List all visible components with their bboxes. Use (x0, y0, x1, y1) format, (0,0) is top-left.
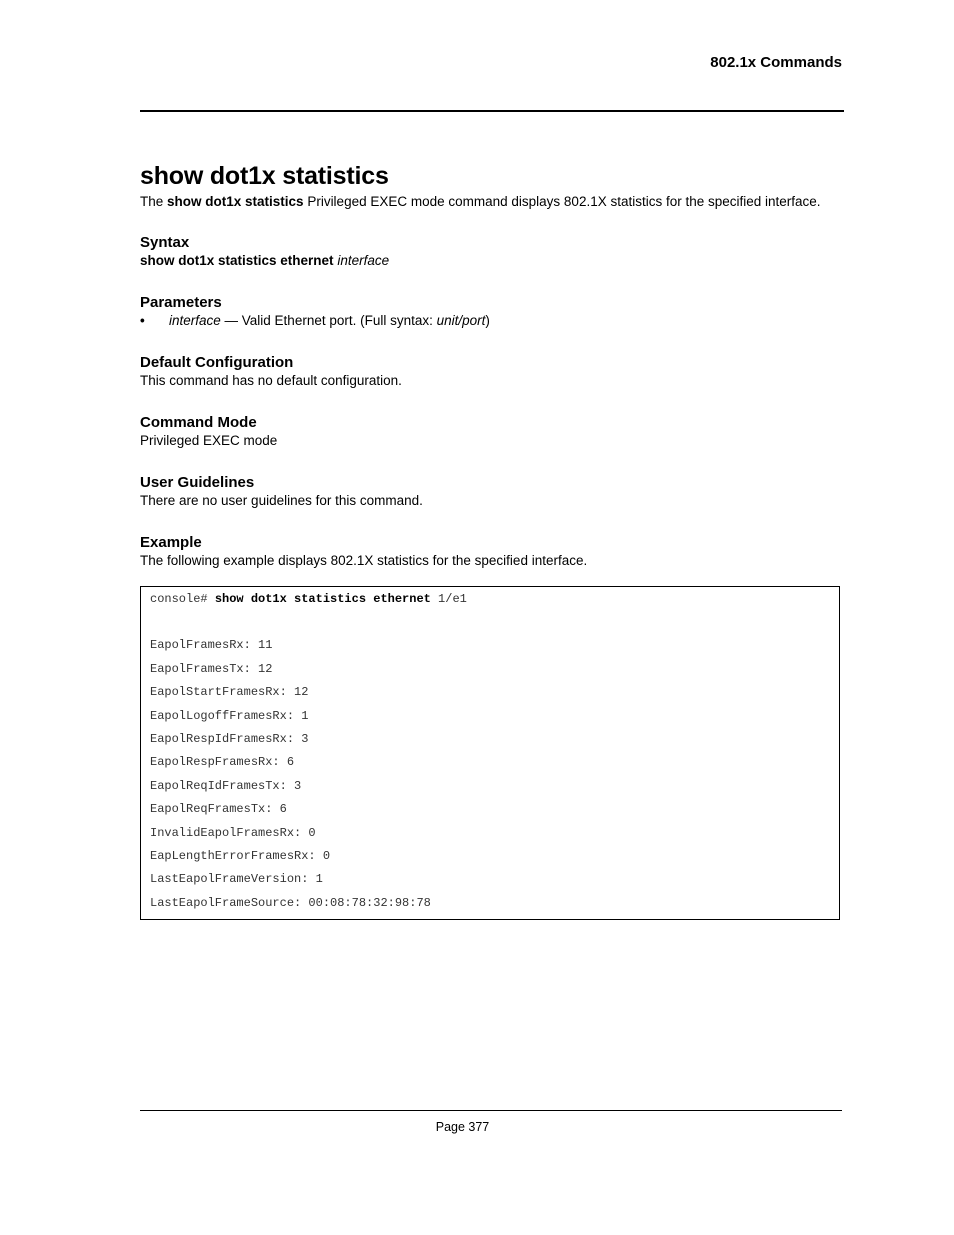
command-mode-heading: Command Mode (140, 414, 257, 431)
intro-pre: The (140, 194, 168, 209)
intro-command: show dot1x statistics (167, 194, 304, 209)
example-text: The following example displays 802.1X statistics for the specified interface. (140, 553, 588, 568)
page-content (140, 160, 845, 920)
syntax-section (140, 233, 845, 270)
code-prompt: console# (150, 592, 215, 606)
header-rule (140, 110, 844, 112)
code-output-line: EapolStartFramesRx: 12 (150, 685, 309, 700)
parameters-section (140, 293, 845, 330)
default-config-text: This command has no default configuration. (140, 373, 402, 388)
page-title: show dot1x statistics (140, 162, 389, 190)
syntax-heading: Syntax (140, 234, 190, 251)
parameter-close: ) (485, 313, 490, 328)
code-command-arg: 1/e1 (430, 592, 467, 606)
parameter-text (169, 312, 490, 330)
code-output-line: EapLengthErrorFramesRx: 0 (150, 848, 331, 863)
parameter-format: unit/port (436, 313, 486, 328)
syntax-line (140, 252, 845, 270)
default-config-heading: Default Configuration (140, 354, 294, 371)
running-header: 802.1x Commands (710, 54, 842, 71)
parameters-heading: Parameters (140, 294, 222, 311)
code-command: show dot1x statistics ethernet (214, 592, 431, 606)
default-config-section (140, 353, 845, 390)
syntax-argument: interface (337, 253, 390, 268)
code-output-line: EapolRespIdFramesRx: 3 (150, 731, 309, 746)
footer-rule (140, 1110, 842, 1111)
parameter-desc: — Valid Ethernet port. (Full syntax: (220, 313, 437, 328)
code-output-line: EapolReqFramesTx: 6 (150, 802, 287, 817)
user-guidelines-section (140, 473, 845, 510)
example-section (140, 533, 845, 920)
code-output-line: EapolLogoffFramesRx: 1 (150, 708, 309, 723)
code-output-line: EapolReqIdFramesTx: 3 (150, 778, 302, 793)
example-heading: Example (140, 534, 202, 551)
code-output-line: EapolFramesRx: 11 (150, 638, 273, 653)
code-output-line: InvalidEapolFramesRx: 0 (150, 825, 316, 840)
parameter-name: interface (169, 313, 221, 328)
parameter-item (140, 312, 845, 330)
code-output-line: LastEapolFrameSource: 00:08:78:32:98:78 (150, 895, 431, 910)
code-blank-line (150, 613, 839, 636)
user-guidelines-heading: User Guidelines (140, 474, 255, 491)
intro-post: Privileged EXEC mode command displays 802.1X statistics for the specified interface. (303, 194, 821, 209)
intro-paragraph (140, 193, 845, 211)
code-output-line: EapolRespFramesRx: 6 (150, 755, 295, 770)
user-guidelines-text: There are no user guidelines for this command. (140, 493, 423, 508)
command-mode-section (140, 413, 845, 450)
code-output-line: LastEapolFrameVersion: 1 (150, 872, 323, 887)
syntax-command: show dot1x statistics ethernet (140, 253, 334, 268)
command-mode-text: Privileged EXEC mode (140, 433, 278, 448)
page-number: Page 377 (435, 1120, 490, 1134)
code-command-line (150, 590, 839, 613)
bullet-icon: • (140, 313, 145, 328)
code-example (140, 586, 840, 920)
code-output-line: EapolFramesTx: 12 (150, 661, 273, 676)
